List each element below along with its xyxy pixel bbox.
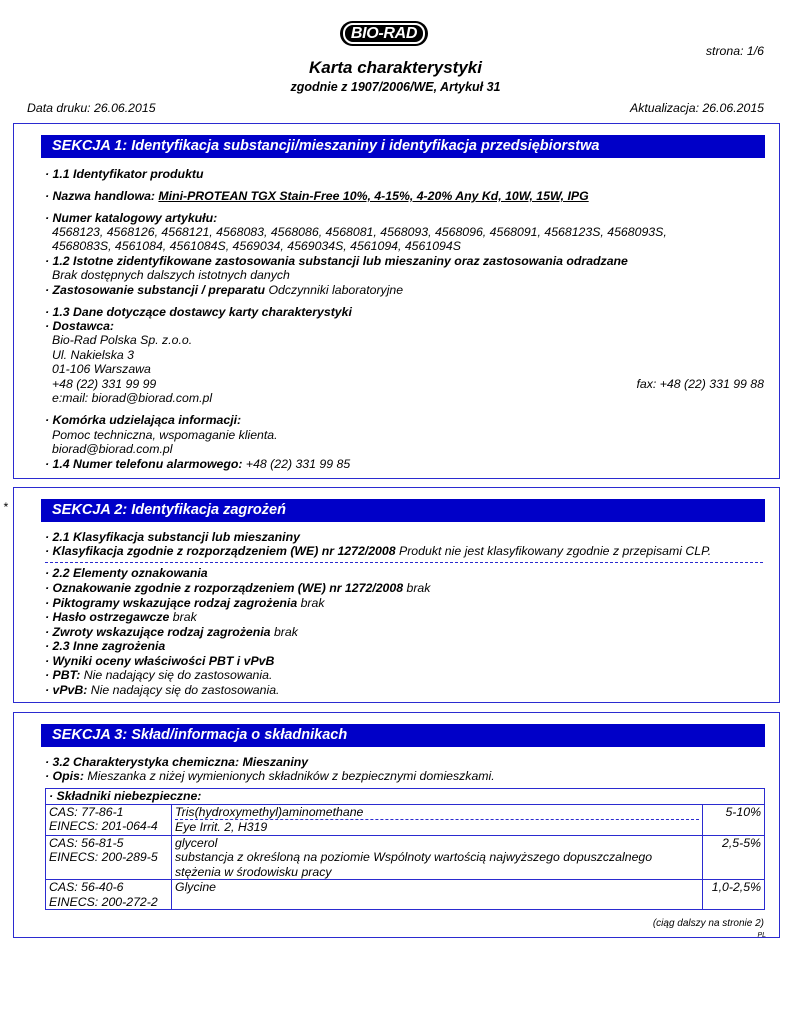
signal-word: · Hasło ostrzegawcze brak	[45, 610, 197, 624]
supplier-fax: fax: +48 (22) 331 99 88	[636, 377, 764, 391]
supplier-email: e:mail: biorad@biorad.com.pl	[52, 391, 213, 405]
identified-uses-value: Brak dostępnych dalszych istotnych danych	[52, 268, 290, 282]
update-date: Aktualizacja: 26.06.2015	[630, 101, 764, 115]
catalog-numbers-line-1: 4568123, 4568126, 4568121, 4568083, 4568086, 4568081, 4568093, 4568096, 4568091, 4568123S, 4568093S,	[52, 225, 667, 239]
identifier-cell: CAS: 77-86-1 EINECS: 201-064-4	[46, 804, 172, 835]
language-code: PL	[757, 932, 766, 939]
supplier-heading: · 1.3 Dane dotyczące dostawcy karty charakterystyki	[45, 305, 352, 319]
catalog-number-label: · Numer katalogowy artykułu:	[45, 211, 218, 225]
document-title: Karta charakterystyki	[309, 58, 482, 77]
labelling: · Oznakowanie zgodnie z rozporządzeniem (WE) nr 1272/2008 brak	[45, 581, 431, 595]
print-date: Data druku: 26.06.2015	[27, 101, 156, 115]
supplier-city: 01-106 Warszawa	[52, 362, 151, 376]
concentration-cell: 2,5-5%	[703, 835, 765, 880]
hazard-pictograms: · Piktogramy wskazujące rodzaj zagrożenia brak	[45, 596, 325, 610]
identifier-cell: CAS: 56-40-6 EINECS: 200-272-2	[46, 880, 172, 910]
hazardous-components-table	[45, 788, 765, 910]
section-3-banner: SEKCJA 3: Skład/informacja o składnikach	[41, 724, 765, 747]
table-heading: · Składniki niebezpieczne:	[46, 789, 765, 805]
pbt-result: · PBT: Nie nadający się do zastosowania.	[45, 668, 273, 682]
concentration-cell: 5-10%	[703, 804, 765, 835]
table-row	[46, 880, 765, 910]
classification-heading: · 2.1 Klasyfikacja substancji lub mieszaniny	[45, 530, 300, 544]
identified-uses-heading: · 1.2 Istotne zidentyfikowane zastosowania substancji lub mieszaniny oraz zastosowania odradzane	[45, 254, 628, 268]
vpvb-result: · vPvB: Nie nadający się do zastosowania.	[45, 683, 280, 697]
identifier-cell: CAS: 56-81-5 EINECS: 200-289-5	[46, 835, 172, 880]
section-2-banner: SEKCJA 2: Identyfikacja zagrożeń	[41, 499, 765, 522]
information-unit-label: · Komórka udzielająca informacji:	[45, 413, 242, 427]
emergency-phone: · 1.4 Numer telefonu alarmowego: +48 (22) 331 99 85	[45, 457, 351, 471]
name-cell: Tris(hydroxymethyl)aminomethane Eye Irrit. 2, H319	[172, 804, 703, 835]
continued-note: (ciąg dalszy na stronie 2)	[652, 918, 764, 929]
table-header-row	[46, 789, 765, 805]
concentration-cell: 1,0-2,5%	[703, 880, 765, 910]
supplier-name: Bio-Rad Polska Sp. z.o.o.	[52, 333, 193, 347]
document-subtitle: zgodnie z 1907/2006/WE, Artykuł 31	[290, 80, 501, 94]
hazard-statements: · Zwroty wskazujące rodzaj zagrożenia brak	[45, 625, 298, 639]
chemical-characterization: · 3.2 Charakterystyka chemiczna: Mieszaniny	[45, 755, 309, 769]
page-number: strona: 1/6	[705, 44, 764, 58]
information-unit-line-2: biorad@biorad.com.pl	[52, 442, 173, 456]
label-elements-heading: · 2.2 Elementy oznakowania	[45, 566, 208, 580]
clp-classification: · Klasyfikacja zgodnie z rozporządzeniem (WE) nr 1272/2008 Produkt nie jest klasyfikowany zgodnie z przepisami CLP.	[45, 544, 712, 558]
divider	[45, 562, 763, 563]
trade-name: · Nazwa handlowa: Mini-PROTEAN TGX Stain-Free 10%, 4-15%, 4-20% Any Kd, 10W, 15W, IPG	[45, 189, 589, 203]
table-row	[46, 804, 765, 835]
table-row	[46, 835, 765, 880]
name-cell: Glycine	[172, 880, 703, 910]
mixture-description: · Opis: Mieszanka z niżej wymienionych składników z bezpiecznymi domieszkami.	[45, 769, 495, 783]
product-identifier-heading: · 1.1 Identyfikator produktu	[45, 167, 204, 181]
supplier-phone: +48 (22) 331 99 99	[52, 377, 157, 391]
name-cell: glycerol substancja z określoną na poziomie Wspólnoty wartością najwyższego dopuszczalnego stężenia w środowisku pracy	[172, 835, 703, 880]
other-hazards-heading: · 2.3 Inne zagrożenia	[45, 639, 166, 653]
information-unit-line-1: Pomoc techniczna, wspomaganie klienta.	[52, 428, 278, 442]
substance-use: · Zastosowanie substancji / preparatu Odczynniki laboratoryjne	[45, 283, 404, 297]
catalog-numbers-line-2: 4568083S, 4561084, 4561084S, 4569034, 4569034S, 4561094, 4561094S	[52, 239, 461, 253]
pbt-vpvb-heading: · Wyniki oceny właściwości PBT i vPvB	[45, 654, 275, 668]
bio-rad-logo: BIO-RAD	[340, 21, 428, 46]
revision-marker: *	[3, 500, 8, 514]
section-1-banner: SEKCJA 1: Identyfikacja substancji/mieszaniny i identyfikacja przedsiębiorstwa	[41, 135, 765, 158]
supplier-label: · Dostawca:	[45, 319, 115, 333]
supplier-street: Ul. Nakielska 3	[52, 348, 135, 362]
